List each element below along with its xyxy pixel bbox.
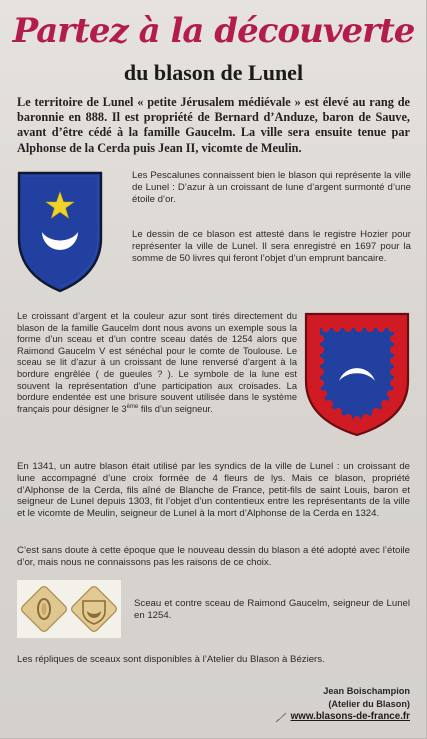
hozier-paragraph: Le dessin de ce blason est attesté dans le registre Hozier pour représenter la ville de Lunel. Il sera enregistré en 1697 pour la somme de 50 livres qui feront l’objet d’un emprunt bancaire. — [132, 229, 411, 264]
replicas-paragraph: Les répliques de sceaux sont disponibles à l’Atelier du Blason à Béziers. — [17, 654, 325, 665]
intro-paragraph: Le territoire de Lunel « petite Jérusalem médiévale » est élevé au rang de baronnie en 888. Il est propriété de Bernard d’Anduze, baron de Sauve, avant d’être cédé à la famille Gaucelm. La ville sera ensuite tenue par Alphonse de la Cerda puis Jean II, vicomte de Meulin. — [17, 95, 410, 155]
epoque-paragraph: C’est sans doute à cette époque que le nouveau dessin du blason a été adopté avec l’étoile d’or, mais nous ne connaissons pas les raisons de ce choix. — [17, 545, 410, 568]
lunel-coat-of-arms-image — [16, 170, 104, 294]
website-link-row — [210, 711, 410, 723]
page-subtitle: du blason de Lunel — [123, 60, 304, 85]
gaucelm-coat-of-arms-image — [303, 311, 411, 438]
blazon-paragraph: Les Pescalunes connaissent bien le blason qui représente la ville de Lunel : D’azur à un croissant de lune d’argent surmonté d’une étoile d’or. — [132, 170, 411, 205]
year-1341-paragraph: En 1341, un autre blason était utilisé par les syndics de la ville de Lunel : un croissant de lune accompagné d’une croix formée de 4 fleurs de lys. Mais ce blason, propriété d’Alphonse de la Cerda, fils aîné de Blanche de France, petit-fils de saint Louis, baron et seigneur de Lunel depuis 1303, fit l’objet d’un contentieux entre les représentants de la ville et le vicomte de Meulin, seigneur de Lunel à la mort d’Alphonse de la Cerda en 1324. — [17, 461, 410, 520]
author-organization: (Atelier du Blason) — [328, 699, 410, 709]
author-name: Jean Boischampion — [323, 686, 410, 696]
seals-photo-image — [17, 580, 121, 638]
seal-caption: Sceau et contre sceau de Raimond Gaucelm, seigneur de Lunel en 1254. — [134, 598, 410, 621]
website-link[interactable]: www.blasons-de-france.fr — [290, 711, 410, 722]
page-title: Partez à la découverte — [12, 11, 415, 51]
quill-icon — [275, 711, 287, 723]
gaucelm-paragraph: Le croissant d’argent et la couleur azur sont tirés directement du blason de la famille Gaucelm dont nous avons un exemple sous la forme d’un sceau et d’un contre sceau datés de 1254 alors que Raimond Gaucelm V est sénéchal pour le comte de Toulouse. Le sceau se lit d’azur à un croissant de lune renversé d’argent à la bordure engrêlée ( de gueules ? ). Le symbole de la lune est souvent la représentation d’une participation aux croisades. La bordure endentée est une brisure souvent utilisée dans le système français pour désigner le 3ème fils d’un seigneur. — [17, 311, 297, 414]
